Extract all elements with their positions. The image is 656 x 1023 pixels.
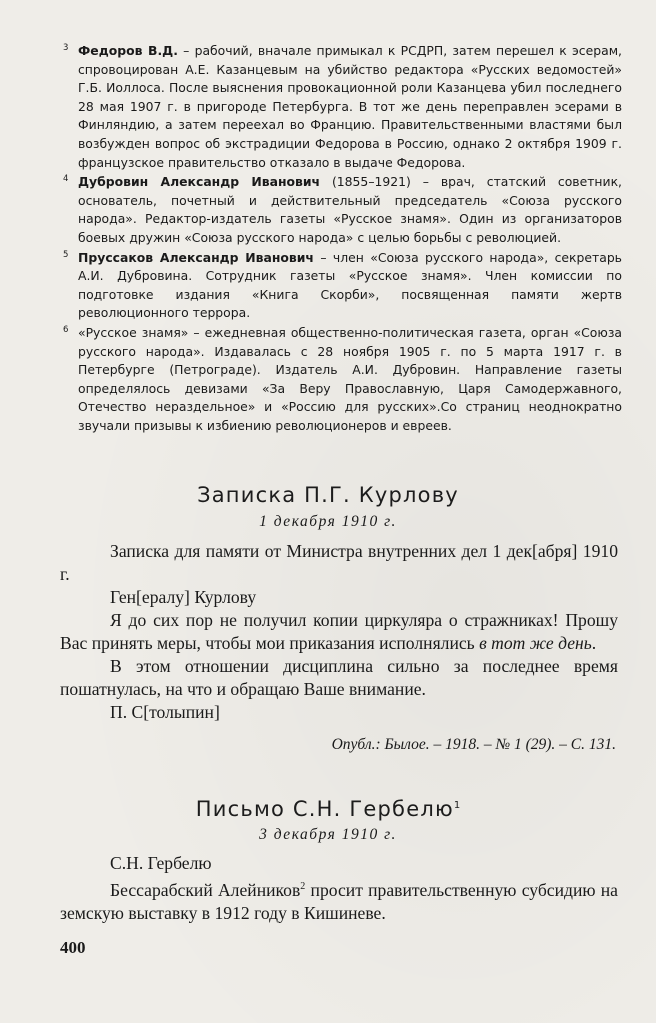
footnote-ref: 1 — [453, 800, 461, 811]
paragraph — [60, 609, 618, 655]
title-text: Письмо С.Н. Гербелю — [195, 797, 454, 821]
document-body-gerbel — [60, 852, 618, 925]
footnote-ref: 2 — [300, 881, 306, 892]
document-body-kurlov — [60, 540, 618, 724]
footnote-number: 3 — [63, 43, 69, 53]
footnotes — [60, 42, 622, 436]
addressee: Ген[ералу] Курлову — [110, 587, 257, 607]
document-date-kurlov: 1 декабря 1910 г. — [259, 513, 397, 530]
footnote-number: 6 — [63, 324, 69, 335]
document-date-gerbel: 3 декабря 1910 г. — [259, 826, 397, 843]
footnote-text: (1855–1921) – врач, статский советник, основатель, почетный и действительный председатель «Союза русского народа». Редактор-издатель газеты «Русское знамя». Один из организаторов боевых дружин «Союза русского народа» с целью борьбы с революцией. — [78, 174, 622, 245]
footnote-6 — [60, 324, 622, 436]
addressee: С.Н. Гербелю — [110, 853, 212, 873]
signature: П. С[толыпин] — [110, 702, 220, 722]
footnote-number: 4 — [63, 174, 69, 185]
document-title-gerbel — [0, 797, 656, 821]
page-number: 400 — [60, 938, 86, 957]
footnote-name: Пруссаков Александр Иванович — [78, 249, 314, 265]
footnote-text: – рабочий, вначале примыкал к РСДРП, затем перешел к эсерам, спровоцирован А.Е. Казанцевым на убийство редактора «Русских ведомостей» Г.Б. Иоллоса. После выяснения провокационной роли Казанцева убил последнего 28 мая 1907 г. в пригороде Петербурга. В тот же день переправлен эсерами в Финляндию, а затем переехал во Францию. Правительственными властями был возбужден вопрос об экстрадиции Федорова в Россию, однако 2 октября 1909 г. французское правительство отказало в выдаче Федорова. — [78, 43, 622, 170]
paragraph-text: Я до сих пор не получил копии циркуляра о стражниках! Прошу Вас принять меры, чтобы мои приказания исполнялись — [60, 610, 618, 653]
paragraph-end: . — [591, 633, 597, 653]
paragraph — [60, 875, 618, 925]
footnote-text: «Русское знамя» – ежедневная общественно-политическая газета, орган «Союза русского народа». Издавалась с 28 ноября 1905 г. по 5 марта 1917 г. в Петербурге (Петрограде). Издатель А.И. Дубровин. Направление газеты определялось девизами «За Веру Православную, Царя Самодержавного, Отечество нераздельное» и «Россию для русских».Со страниц неоднократно звучали призывы к избиению революционеров и евреев. — [78, 324, 622, 433]
footnote-5 — [60, 249, 622, 323]
footnote-3 — [60, 42, 622, 172]
paragraph: Записка для памяти от Министра внутренних дел 1 дек[абря] 1910 г. — [60, 541, 618, 584]
paragraph-text: Бессарабский Алейников — [110, 879, 301, 900]
footnote-name: Дубровин Александр Иванович — [78, 174, 321, 190]
footnote-number: 5 — [63, 249, 69, 260]
footnote-text: – член «Союза русского народа», секретарь А.И. Дубровина. Сотрудник газеты «Русское знамя». Член комиссии по подготовке издания «Книга Скорби», посвященная памяти жертв революционного террора. — [78, 249, 622, 321]
paragraph-text: просит правительственную субсидию на земскую выставку в 1912 году в Кишиневе. — [60, 879, 618, 923]
publication-source: Опубл.: Былое. – 1918. – № 1 (29). – С. 131. — [331, 736, 616, 753]
emphasis-text: в тот же день — [479, 633, 592, 653]
document-title-kurlov: Записка П.Г. Курлову — [197, 483, 459, 507]
paragraph: В этом отношении дисциплина сильно за последнее время пошатнулась, на что и обращаю Ваше внимание. — [60, 656, 618, 699]
footnote-name: Федоров В.Д. — [78, 43, 178, 58]
footnote-4 — [60, 173, 622, 247]
